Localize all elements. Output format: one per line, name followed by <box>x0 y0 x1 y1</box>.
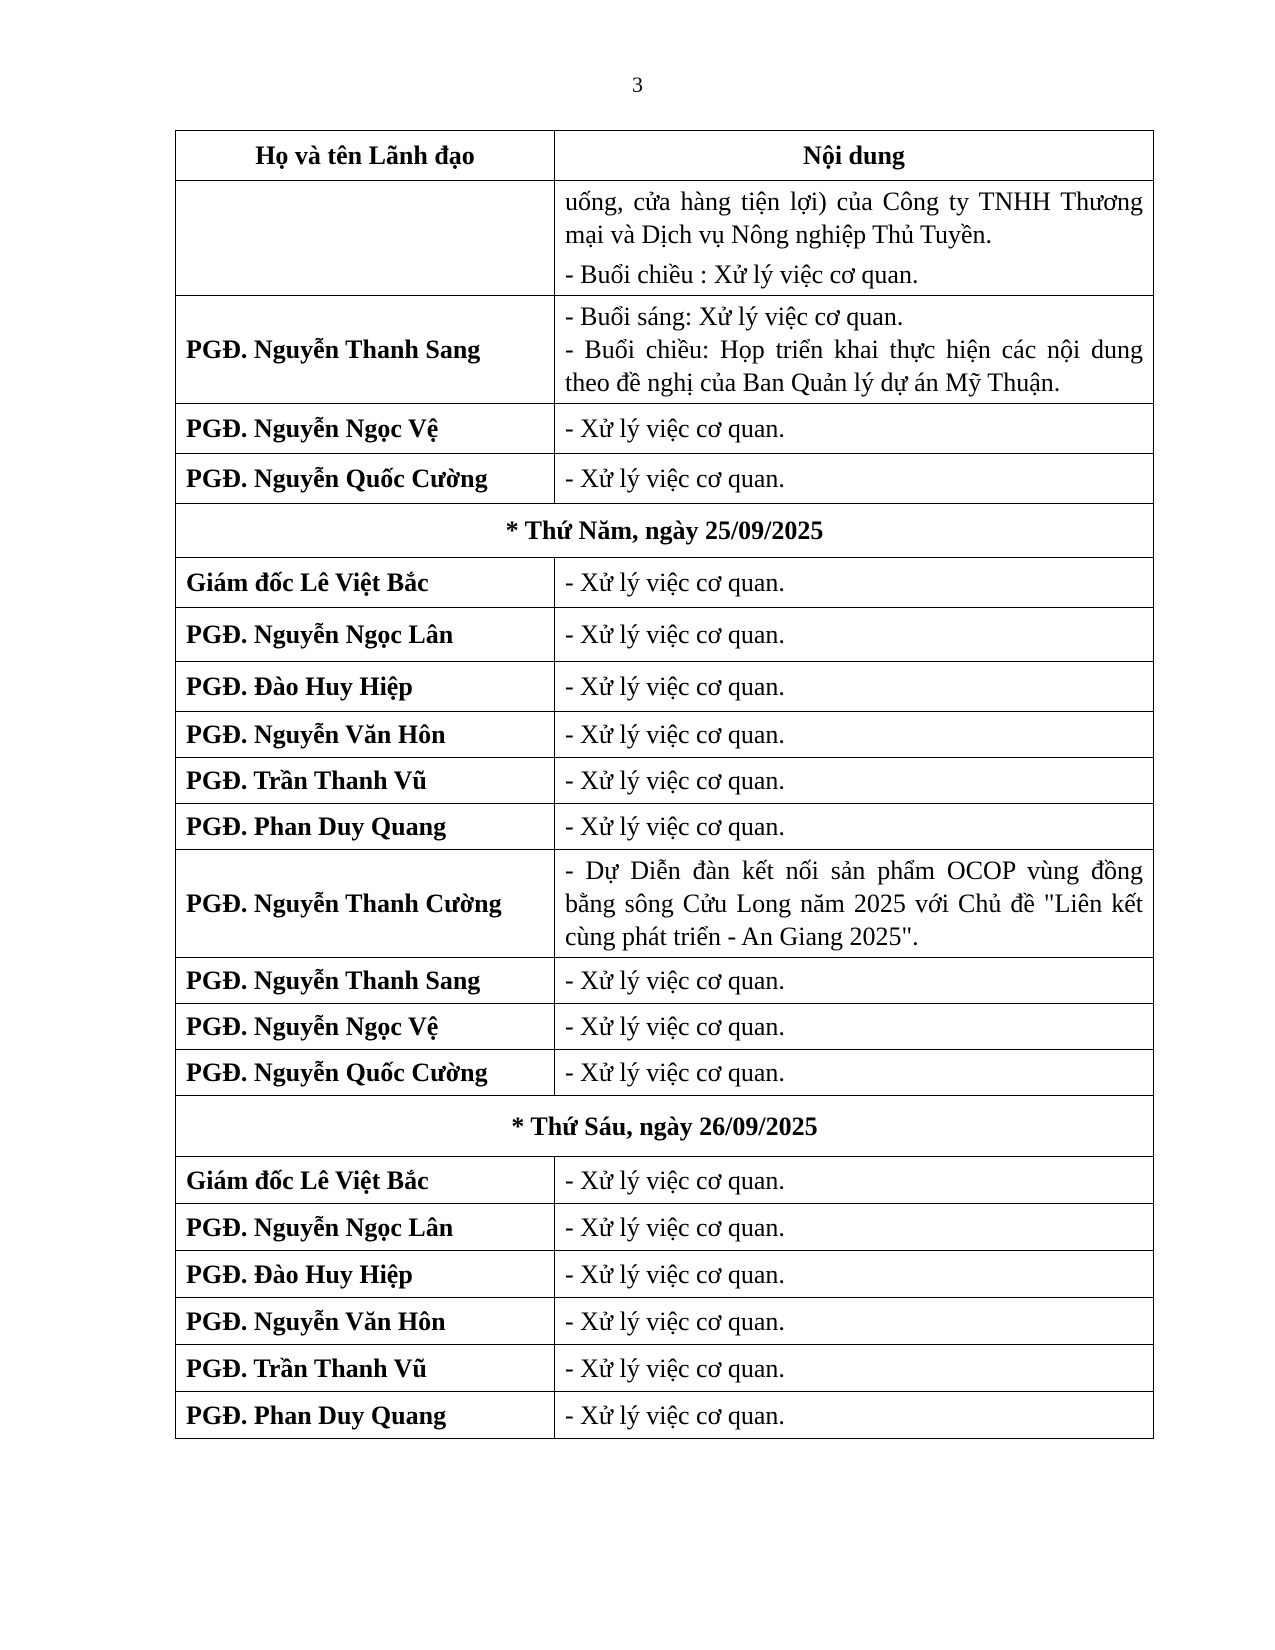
table-row <box>176 558 1154 608</box>
leader-name: PGĐ. Nguyễn Thanh Sang <box>176 296 555 404</box>
table-row <box>176 181 1154 296</box>
day-heading-row <box>176 1096 1154 1157</box>
table-row <box>176 296 1154 404</box>
page-number: 3 <box>632 72 643 97</box>
task-content: - Xử lý việc cơ quan. <box>555 662 1154 712</box>
task-content: - Xử lý việc cơ quan. <box>555 558 1154 608</box>
table-row <box>176 850 1154 958</box>
leader-name: PGĐ. Nguyễn Thanh Cường <box>176 850 555 958</box>
table-row <box>176 1251 1154 1298</box>
task-content: - Xử lý việc cơ quan. <box>555 758 1154 804</box>
task-content: - Xử lý việc cơ quan. <box>555 608 1154 662</box>
leader-name: PGĐ. Nguyễn Ngọc Lân <box>176 1204 555 1251</box>
task-content: - Xử lý việc cơ quan. <box>555 1004 1154 1050</box>
task-content: - Xử lý việc cơ quan. <box>555 712 1154 758</box>
leader-name: PGĐ. Trần Thanh Vũ <box>176 1345 555 1392</box>
task-content: - Xử lý việc cơ quan. <box>555 1345 1154 1392</box>
leader-name: PGĐ. Phan Duy Quang <box>176 1392 555 1439</box>
leader-name: PGĐ. Nguyễn Văn Hôn <box>176 712 555 758</box>
content-line: uống, cửa hàng tiện lợi) của Công ty TNHH Thương mại và Dịch vụ Nông nghiệp Thủ Tuyền. <box>565 187 1143 249</box>
leader-name <box>176 181 555 296</box>
task-content <box>555 296 1154 404</box>
table-row <box>176 404 1154 454</box>
leader-name: PGĐ. Đào Huy Hiệp <box>176 1251 555 1298</box>
table-row <box>176 454 1154 504</box>
table-row <box>176 1004 1154 1050</box>
task-content <box>555 181 1154 296</box>
content-line: - Buổi chiều: Họp triển khai thực hiện các nội dung theo đề nghị của Ban Quản lý dự án Mỹ Thuận. <box>565 335 1143 397</box>
day-heading-row <box>176 504 1154 558</box>
task-content: - Xử lý việc cơ quan. <box>555 958 1154 1004</box>
task-content: - Dự Diễn đàn kết nối sản phẩm OCOP vùng đồng bằng sông Cửu Long năm 2025 với Chủ đề "Liên kết cùng phát triển - An Giang 2025". <box>555 850 1154 958</box>
task-content: - Xử lý việc cơ quan. <box>555 1392 1154 1439</box>
content-line: - Buổi chiều : Xử lý việc cơ quan. <box>565 260 919 289</box>
leader-name: Giám đốc Lê Việt Bắc <box>176 558 555 608</box>
leader-name: Giám đốc Lê Việt Bắc <box>176 1157 555 1204</box>
task-content: - Xử lý việc cơ quan. <box>555 404 1154 454</box>
table-row <box>176 758 1154 804</box>
leader-name: PGĐ. Nguyễn Ngọc Vệ <box>176 1004 555 1050</box>
table-row <box>176 804 1154 850</box>
task-content: - Xử lý việc cơ quan. <box>555 1050 1154 1096</box>
schedule-table <box>175 130 1154 1439</box>
leader-name: PGĐ. Nguyễn Ngọc Lân <box>176 608 555 662</box>
leader-name: PGĐ. Đào Huy Hiệp <box>176 662 555 712</box>
leader-name: PGĐ. Nguyễn Thanh Sang <box>176 958 555 1004</box>
day-heading: * Thứ Năm, ngày 25/09/2025 <box>176 504 1154 558</box>
header-name: Họ và tên Lãnh đạo <box>176 131 555 181</box>
header-content: Nội dung <box>555 131 1154 181</box>
day-heading: * Thứ Sáu, ngày 26/09/2025 <box>176 1096 1154 1157</box>
leader-name: PGĐ. Nguyễn Văn Hôn <box>176 1298 555 1345</box>
leader-name: PGĐ. Nguyễn Ngọc Vệ <box>176 404 555 454</box>
table-row <box>176 608 1154 662</box>
leader-name: PGĐ. Nguyễn Quốc Cường <box>176 454 555 504</box>
table-row <box>176 1392 1154 1439</box>
task-content: - Xử lý việc cơ quan. <box>555 804 1154 850</box>
leader-name: PGĐ. Nguyễn Quốc Cường <box>176 1050 555 1096</box>
leader-name: PGĐ. Trần Thanh Vũ <box>176 758 555 804</box>
task-content: - Xử lý việc cơ quan. <box>555 454 1154 504</box>
table-row <box>176 712 1154 758</box>
task-content: - Xử lý việc cơ quan. <box>555 1204 1154 1251</box>
table-row <box>176 958 1154 1004</box>
table-row <box>176 1345 1154 1392</box>
task-content: - Xử lý việc cơ quan. <box>555 1251 1154 1298</box>
content-line: - Buổi sáng: Xử lý việc cơ quan. <box>565 302 904 331</box>
table-row <box>176 1204 1154 1251</box>
leader-name: PGĐ. Phan Duy Quang <box>176 804 555 850</box>
table-row <box>176 1298 1154 1345</box>
table-row <box>176 1157 1154 1204</box>
table-row <box>176 1050 1154 1096</box>
task-content: - Xử lý việc cơ quan. <box>555 1298 1154 1345</box>
task-content: - Xử lý việc cơ quan. <box>555 1157 1154 1204</box>
table-header-row <box>176 131 1154 181</box>
table-row <box>176 662 1154 712</box>
